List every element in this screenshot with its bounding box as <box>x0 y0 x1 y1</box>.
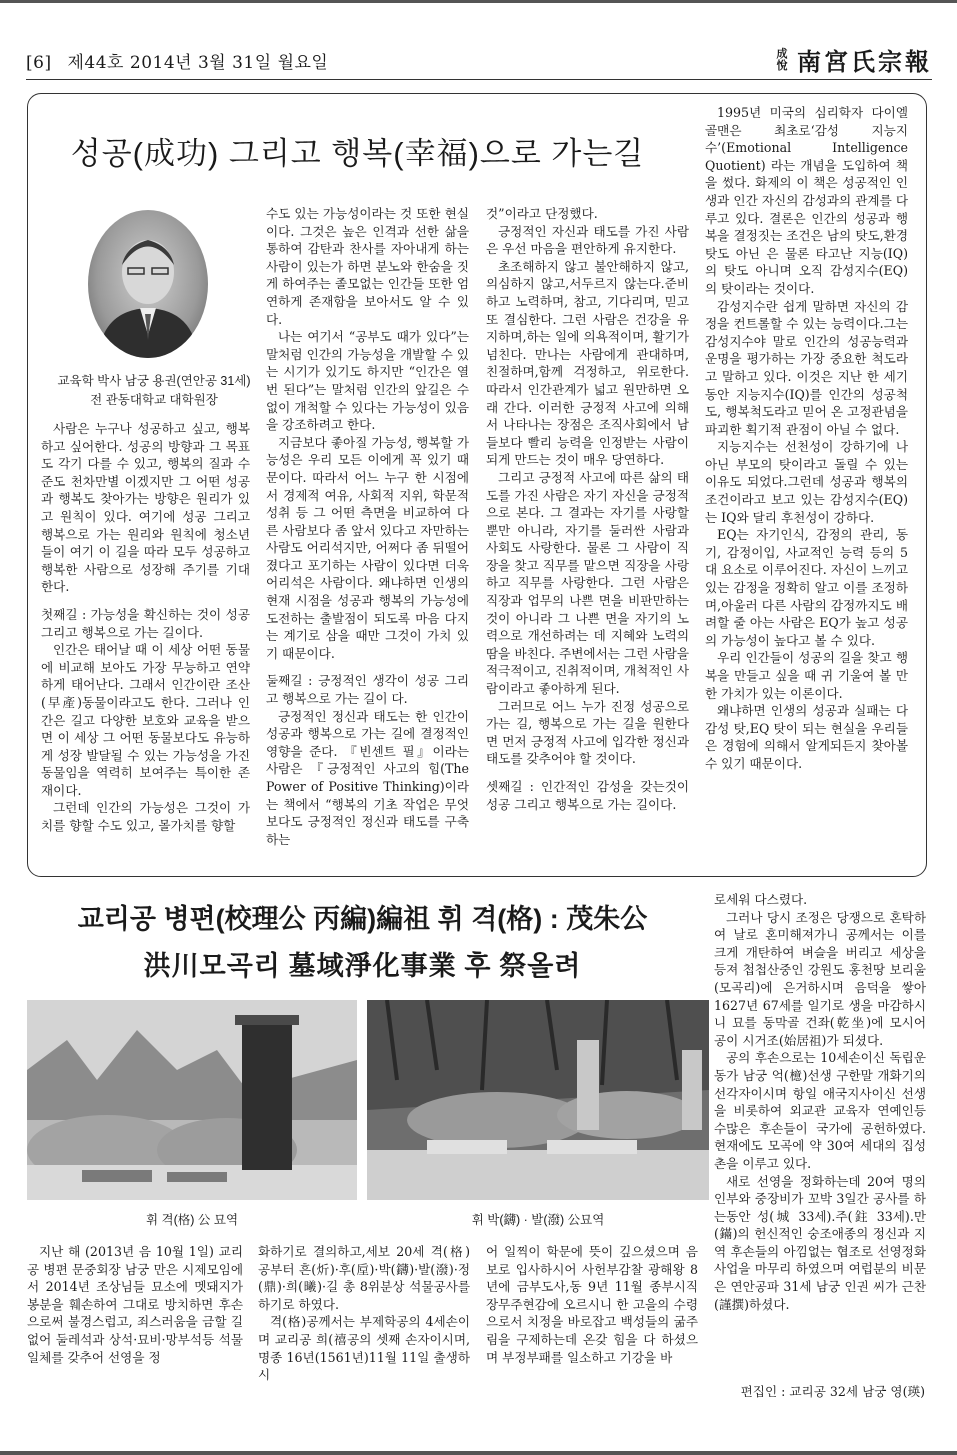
author-caption-line2: 전 관동대학교 대학원장 <box>90 393 218 407</box>
paragraph: 로세워 다스렸다. <box>714 892 808 907</box>
article1-title: 성공(成功) 그리고 행복(幸福)으로 가는길 <box>70 136 645 171</box>
paragraph: 그러므로 어느 누가 진정 성공으로 가는 길, 행복으로 가는 길을 원한다면 먼저 긍정적 사고에 입각한 정신과 태도를 갖추어야 할 것이다. <box>486 698 689 767</box>
masthead-small: 成悅 <box>776 46 788 72</box>
paragraph: 화하기로 결의하고,세보 20세 격(格)공부터 흔(炘)·후(垕)·박(鑮)·발(潑)·정(鼎)·희(曦)·길 총 8위분상 석물공사를 하기로 하였다. <box>258 1244 470 1312</box>
paragraph: 사람은 누구나 성공하고 싶고, 행복하고 싶어한다. 성공의 방향과 그 목표도 각기 다를 수 있고, 행복의 질과 수준도 천차만별 이겠지만 그 어떤 성공과 행복도 찾아가는 방향은 원리가 있고 원칙이 있다. 여기에 성공 그리고 행복으로 가는 원리와 원칙에 청소년들이 여기 이 길을 따라 모두 성공하고 행복한 사람으로 성장해 주기를 기대한다. <box>41 421 250 595</box>
subheading: 셋째길 : 인간적인 감성을 갖는것이 성공 그리고 행복으로 가는 길이다. <box>486 779 689 812</box>
author-caption <box>40 372 268 410</box>
paragraph: 공의 후손으로는 10세손이신 독립운동가 남궁 억(檍)선생 구한말 개화기의 선각자이시며 항일 애국지사이신 선생을 비롯하여 외교관 교육자 연예인등 수많은 후손들이 국가에 공헌하였다. 현재에도 모곡에 약 30여 세대의 집성촌을 이루고 있다. <box>714 1050 926 1171</box>
paragraph: 나는 여기서 “공부도 때가 있다”는 말처럼 인간의 가능성을 개발할 수 있는 시기가 있기도 하지만 “인간은 열 번 된다”는 말처럼 인간의 앞길은 수 없이 개척할 수 있다는 가능성이 있음을 강조하려고 한다. <box>266 329 469 433</box>
paragraph: 새로 선영을 정화하는데 20여 명의 인부와 중장비가 꼬박 3일간 공사를 하는동안 성(城 33세).주(鉒 33세).만(鏋)의 헌신적인 숭조애종의 정신과 지역 후손들의 아낌없는 협조로 선영정화사업을 마무리 하였으며 여럽분의 비문은 연안공파 31세 남궁 인권 씨가 근찬(謹撰)하셨다. <box>714 1173 926 1312</box>
subheading: 둘째길 : 긍정적인 생각이 성공 그리고 행복으로 가는 길이 다. <box>266 673 469 707</box>
article2-col1 <box>27 1243 243 1366</box>
paragraph: 격(格)공께서는 부제학공의 4세손이며 교리공 희(禧공의 셋째 손자이시며, 명종 16년(1561년)11월 11일 출생하시 <box>258 1314 470 1383</box>
paragraph: 어 일찍이 학문에 뜻이 깊으셨으며 음보로 입사하시어 사헌부감찰 광해왕 8년에 금부도사,동 9년 11월 종부시직장무주현감에 오르시니 한 고을의 수령으로서 치정을 바로잡고 백성들의 굶주림을 구제하는데 온갖 힘을 다 하셨으며 부정부패를 일소하고 기강을 바 <box>486 1244 698 1365</box>
paragraph: 긍정적인 자신과 태도를 가진 사람은 우선 마음을 편안하게 유지한다. <box>486 223 689 257</box>
paragraph: 1995년 미국의 심리학자 다이엘 골맨은 최초로‘감성 지능지수’(Emotional Intelligence Quotient) 라는 개념을 도입하여 책을 썼다. 화제의 이 책은 성공적인 인생과 인간 자신의 감성과의 관계를 다루고 있다. 결론은 인간의 성공과 행복을 결정짓는 조건은 남의 탓도,환경 탓도 아닌 은 물론 타고난 지능(IQ)의 탓도 아니며 오직 감성지수(EQ)의 탓이라는 것이다. <box>705 105 908 296</box>
paragraph: 초조해하지 않고 불안해하지 않고, 의심하지 않고,서두르지 않는다.준비하고 노력하며, 참고, 기다리며, 믿고 또 결심한다. 그런 사람은 건강을 유지하며,하는 일에 의욕적이며, 활기가 넘친다. 만나는 사람에게 관대하며, 친절하며,함께 걱정하고, 위로한다. 따라서 인간관계가 넓고 원만하면 오래 간다. 이러한 긍정적 사고에 의해서 나타나는 장점은 조직사회에서 남들보다 빨리 능력을 인정받는 사람이 되게 만드는 것이 매우 당연하다. <box>486 258 689 468</box>
photo1-caption: 휘 격(格) 公 묘역 <box>145 1213 239 1227</box>
grave-photo-1 <box>27 1000 357 1200</box>
author-photo <box>88 210 208 358</box>
article2-subtitle: 洪川모곡리 墓域淨化事業 후 祭올려 <box>143 951 582 981</box>
issue-line <box>26 48 328 73</box>
header-rule <box>26 79 932 80</box>
photo2-caption: 휘 박(鑮) · 발(潑) 公묘역 <box>471 1213 605 1227</box>
paragraph: 그러나 당시 조정은 당쟁으로 혼탁하여 날로 혼미해져가니 공께서는 이를 크게 개탄하여 벼슬을 버리고 세상을 등져 첩첩산중인 강원도 홍천땅 보리울(모곡리)에 은거하시며 음덕을 쌓아 1627년 67세를 일기로 생을 마감하시니 묘를 동막골 건좌(乾坐)에 모시어 공이 시거조(始居祖)가 되셨다. <box>714 909 926 1048</box>
paragraph: 지능지수는 선천성이 강하기에 나아닌 부모의 탓이라고 돌릴 수 있는 이유도 되었다.그런데 성공과 행복의 조건이라고 보고 있는 감성지수(EQ)는 IQ와 달리 후천성이 강하다. <box>705 439 908 525</box>
author-caption-line1: 교육학 박사 남궁 용권(연안공 31세) <box>57 374 251 388</box>
grave-photo-2 <box>367 1000 709 1200</box>
article1-col1 <box>41 420 250 835</box>
masthead-title: 南宮氏宗報 <box>797 47 932 76</box>
editor-credit: 편집인 : 교리공 32세 남궁 영(瑛) <box>740 1384 925 1399</box>
article2-col4 <box>714 891 926 1313</box>
bottom-rule <box>0 1451 957 1455</box>
page-header <box>26 42 932 78</box>
top-rule <box>0 0 957 3</box>
article1-col4 <box>705 104 908 773</box>
paragraph: 것”이라고 단정했다. <box>486 206 598 221</box>
paragraph: 그런데 인간의 가능성은 그것이 가치를 향할 수도 있고, 몰가치를 향할 <box>41 800 250 834</box>
paragraph: 왜냐하면 인생의 성공과 실패는 다 감성 탓,EQ 탓이 되는 현실을 우리들은 경험에 의해서 알게되든지 찾아볼 수 있기 때문이다. <box>705 703 908 771</box>
paragraph: 감성지수란 쉽게 말하면 자신의 감정을 컨트롤할 수 있는 능력이다.그는 감성지수야 말로 인간의 성공능력과 운명을 평가하는 가장 중요한 척도라고 말하고 있다. 이것은 지난 한 세기 동안 지능지수(IQ)를 인간의 성공척도, 행복척도라고 믿어 온 고정관념을 파괴한 획기적 관점이 아닐 수 없다. <box>705 298 908 437</box>
paragraph: 수도 있는 가능성이라는 것 또한 현실이다. 그것은 높은 인격과 선한 삶을 통하여 감탄과 찬사를 자아내게 하는 사람이 있는가 하면 분노와 한숨을 짓게 하여주는 졸모없는 인간들 또한 엄연하게 존재함을 보아서도 알 수 있다. <box>266 206 469 327</box>
paragraph: 인간은 태어날 때 이 세상 어떤 동물에 비교해 보아도 가장 무능하고 연약하게 태어난다. 그래서 인간이란 조산(早產)동물이라고도 한다. 그러나 인간은 길고 다양한 보호와 교육을 받으면 이 세상 그 어떤 동물보다도 유능하게 성장 발달될 수 있는 가능성을 가진 동물임을 역력히 보여주는 특이한 존재이다. <box>41 642 250 798</box>
issue-date: 제44호 2014년 3월 31일 월요일 <box>67 53 329 73</box>
article1-col2 <box>266 205 469 848</box>
paragraph: 긍정적인 정신과 태도는 한 인간이 성공과 행복으로 가는 길에 결정적인 영향을 준다. 『빈센트 필』이라는 사람은 『긍정적인 사고의 힘(The Power of Positive Thinking)이라는 책에서 “행복의 기초 작업은 무엇보다도 긍정적인 정신과 태도를 구축하는 <box>266 708 469 847</box>
subheading: 첫째길 : 가능성을 확신하는 것이 성공 그리고 행복으로 가는 길이다. <box>41 606 250 640</box>
paper-masthead <box>775 42 932 77</box>
article2-col2 <box>258 1243 470 1384</box>
page-number: [6] <box>26 53 52 73</box>
paragraph: EQ는 자기인식, 감정의 관리, 동기, 감정이입, 사교적인 능력 등의 5대 요소로 이루어진다. 자신이 느끼고 있는 감정을 정확히 알고 이를 조정하며,아울러 다른 사람의 감정까지도 배려할 줄 아는 사람은 EQ가 높고 성공의 가능성이 높다고 볼 수 있다. <box>705 527 908 648</box>
paragraph: 지난 해 (2013년 음 10월 1일) 교리공 병편 문중회장 남궁 만은 시제모임에서 2014년 조상님들 묘소에 멧돼지가 봉분을 훼손하여 그대로 방치하면 후손으로써 불경스럽고, 죄스러움을 금할 길 없어 둘레석과 상석·묘비·망부석등 석물일체를 갖추어 선영을 정 <box>27 1244 243 1365</box>
article1-col3 <box>486 205 689 813</box>
paragraph: 우리 인간들이 성공의 길을 찾고 행복을 만들고 싶을 때 귀 기울여 볼 만한 가치가 있는 이론이다. <box>705 650 908 701</box>
article2-title: 교리공 병편(校理公 丙編)編祖 휘 격(格) : 茂朱公 <box>77 904 648 934</box>
paragraph: 그리고 긍정적 사고에 따른 삶의 태도를 가진 사람은 자기 자신을 긍정적으로 본다. 그 결과는 자기를 사랑할 뿐만 아니라, 자기를 둘러싼 사람과 사회도 사랑한다. 물론 그 사람이 직장을 찾고 직무를 맡으면 직장을 사랑하고 직무를 사랑한다. 그런 사람은 직장과 업무의 나쁜 면을 비판만하는 것이 아니라 그 나쁜 면을 자기의 노력으로 개선하려는 데 지혜와 노력의 땀을 바친다. 주변에서는 그런 사람을 적극적이고, 진취적이며, 개척적인 사람이라고 좋아하게 된다. <box>486 469 689 697</box>
paragraph: 지금보다 좋아질 가능성, 행복할 가능성은 우리 모든 이에게 꼭 있기 때문이다. 따라서 어느 누구 한 시점에서 경제적 여유, 사회적 지위, 학문적 성취 등 그 어떤 측면을 비교하여 다른 사람보다 좀 앞서 있다고 자만하는 사람도 어리석지만, 어쩌다 좀 뒤떨어졌다고 포기하는 사람이 있다면 더욱 어리석은 사람이다. 왜냐하면 인생의 현재 시점을 성공과 행복의 가능성에 도전하는 출발점이 되도록 마음 다지는 계기로 삼을 때만 그것이 가치 있기 때문이다. <box>266 434 469 661</box>
article2-col3 <box>486 1243 698 1366</box>
